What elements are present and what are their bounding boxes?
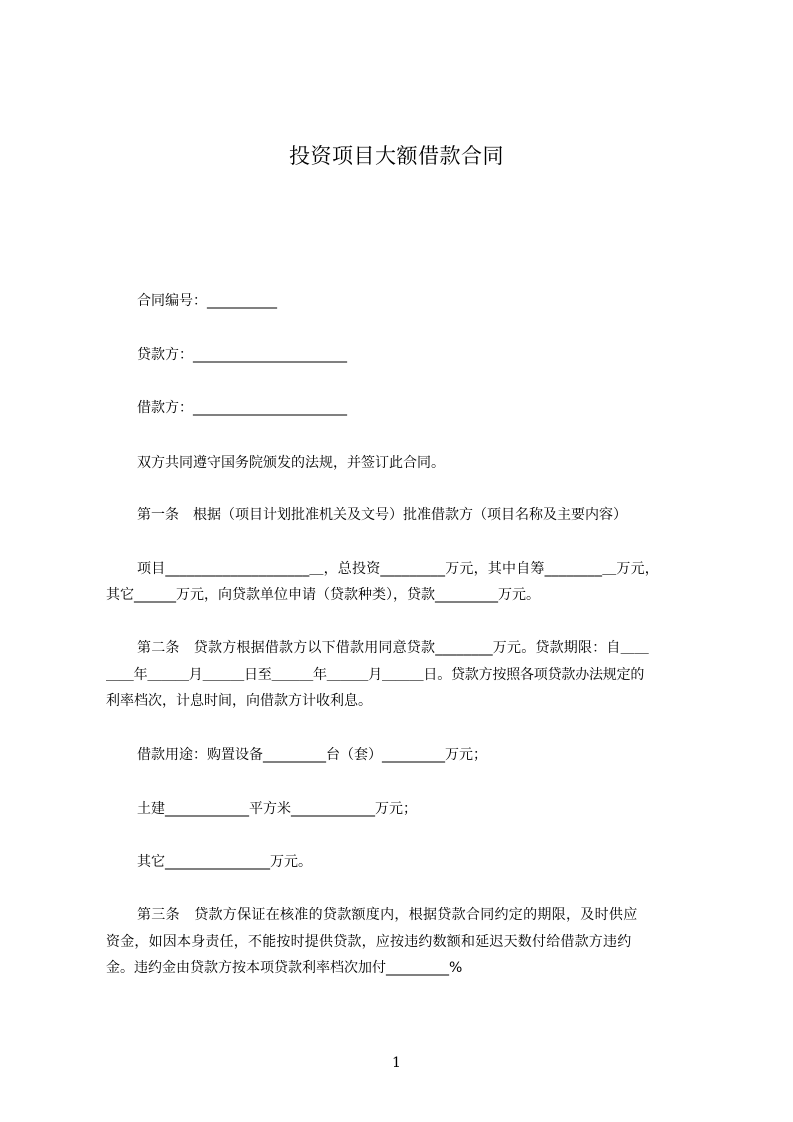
preamble-line: 双方共同遵守国务院颁发的法规，并签订此合同。 — [137, 455, 445, 471]
article-1-line-1: 第一条 根据（项目计划批准机关及文号）批准借款方（项目名称及主要内容） — [137, 507, 627, 523]
article-1-line-2: 项目____________________＿，总投资_________万元，其中自筹________＿万元， — [137, 561, 659, 577]
article-2-line-2: ＿＿年＿＿＿月＿＿＿日至＿＿＿年＿＿＿月＿＿＿日。贷款方按照各项贷款办法规定的 — [106, 667, 645, 683]
article-3-line-1: 第三条 贷款方保证在核准的贷款额度内，根据贷款合同约定的期限，及时供应 — [137, 907, 638, 923]
document-title: 投资项目大额借款合同 — [289, 144, 504, 168]
loan-purpose-line: 借款用途：购置设备_________台（套）_________万元； — [137, 747, 487, 763]
article-2-line-3: 利率档次，计息时间，向借款方计收利息。 — [106, 693, 372, 709]
article-3-line-3: 金。违约金由贷款方按本项贷款利率档次加付_________% — [106, 960, 463, 976]
construction-line: 土建____________平方米____________万元； — [137, 801, 417, 817]
borrower-line: 借款方：______________________ — [137, 400, 347, 416]
article-1-line-3: 其它______万元，向贷款单位申请（贷款种类），贷款_________万元。 — [106, 587, 540, 603]
lender-line: 贷款方：______________________ — [137, 347, 347, 363]
article-3-line-2: 资金，如因本身责任，不能按时提供贷款，应按违约数额和延迟天数付给借款方违约 — [106, 934, 632, 950]
page-number: 1 — [392, 1055, 401, 1071]
article-2-line-1: 第二条 贷款方根据借款方以下借款用同意贷款________万元。贷款期限：自＿＿ — [137, 640, 649, 656]
other-cost-line: 其它_______________万元。 — [137, 854, 312, 870]
contract-number-line: 合同编号：__________ — [137, 293, 277, 309]
